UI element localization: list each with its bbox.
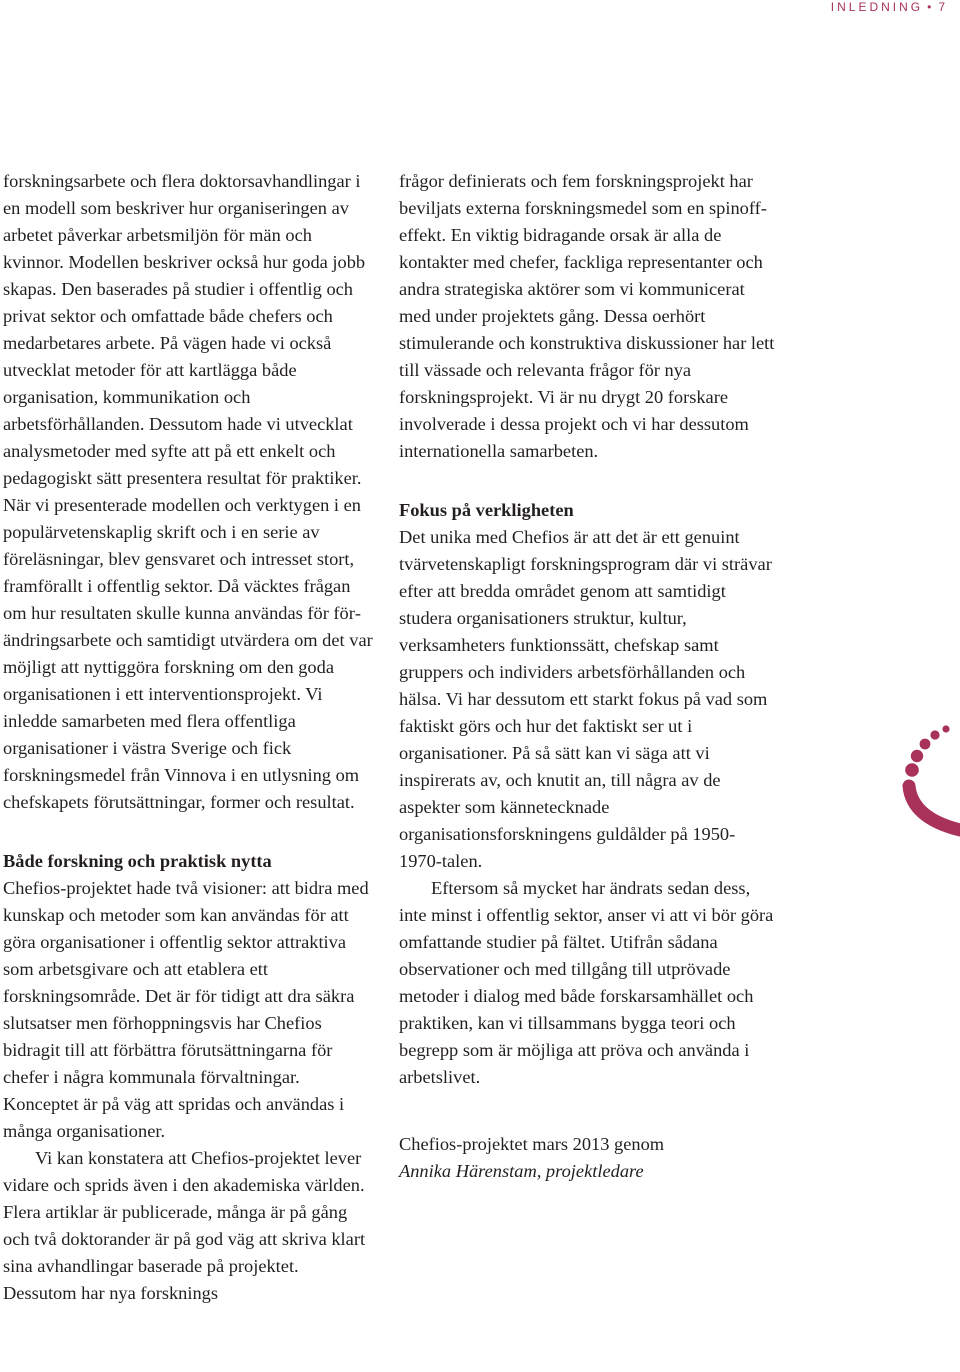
left-column xyxy=(3,168,375,1307)
section-heading-focus: Fokus på verkligheten xyxy=(399,500,574,520)
decor-dot xyxy=(911,750,923,762)
decorative-dot-arc xyxy=(890,712,960,842)
decor-dot xyxy=(920,739,931,750)
left-paragraph-2: Chefios-projektet hade två visioner: att bidra med kunskap och metoder som kan användas för att göra organisationer i offentlig sektor attraktiva som arbetsgivare och att etablera ett forskningsområde. Det är för tidigt att dra säkra slutsatser men förhoppningsvis har Chefios bidragit till att förbättra förutsättningarna för chefer i några kommunala förvaltningar. Konceptet är på väg att spridas och användas i många organisationer. xyxy=(3,878,369,1141)
section-title: INLEDNING xyxy=(830,0,924,14)
decor-dot xyxy=(905,763,919,777)
right-column xyxy=(399,168,775,1185)
right-paragraph-3: Eftersom så mycket har ändrats sedan dess, inte minst i offentlig sektor, anser vi att vi bör göra omfattande studier på fältet. Utifrån sådana observationer och med tillgång till utprövade metoder i dialog med både forskarsamhället och praktiken, kan vi tillsammans bygga teori och begrepp som är möjliga att pröva och använda i arbetslivet. xyxy=(399,878,774,1087)
decor-dot xyxy=(930,730,939,739)
running-header xyxy=(831,0,948,14)
signer-name: Annika Härenstam, projektledare xyxy=(399,1161,644,1181)
decor-dot xyxy=(942,725,949,732)
section-heading-research: Både forskning och praktisk nytta xyxy=(3,851,272,871)
right-paragraph-1: frågor definierats och fem forskningsprojekt har beviljats externa forskningsmedel som en spinoff-effekt. En viktig bidragande orsak är alla de kontakter med chefer, fackliga representanter och andra strategiska aktörer som vi kommunicerat med under projektets gång. Dessa oerhört stimulerande och konstruktiva diskussioner har lett till vässade och relevanta frågor för nya forskningsprojekt. Vi är nu drygt 20 forskare involverade i dessa projekt och vi har dessutom internationella samarbeten. xyxy=(399,171,775,461)
decor-arc xyxy=(909,786,960,830)
header-bullet: • xyxy=(927,0,935,14)
page-number: 7 xyxy=(938,0,948,14)
left-paragraph-3: Vi kan konstatera att Chefios-projektet lever vidare och sprids även i den akademiska världen. Flera artiklar är publicerade, många är på gång och två doktorander är på god väg att skriva klart sina avhandlingar baserade på projektet. Dessutom har nya forsknings xyxy=(3,1148,366,1303)
left-intro-paragraph: forskningsarbete och flera doktorsavhandlingar i en modell som beskriver hur organiseringen av arbetet påverkar arbetsmiljön för män och kvinnor. Modellen beskriver också hur goda jobb skapas. Den baserades på studier i offentlig och privat sektor och omfattade både chefers och medarbetares arbete. På vägen hade vi också utvecklat metoder för att kartlägga både organisation, kommunikation och arbetsförhållanden. Dessutom hade vi utvecklat analysmetoder med syfte att på ett enkelt och pedagogiskt sätt presentera resultat för praktiker. När vi presenterade modellen och verktygen i en populärvetenskaplig skrift och i en serie av föreläsningar, blev gensvaret och intresset stort, framförallt i offentlig sektor. Då väcktes frågan om hur resultaten skulle kunna användas för förändringsarbete och samtidigt utvärdera om det var möjligt att nyttiggöra forskning om den goda organisationen i ett interventionsprojekt. Vi inledde samarbeten med flera offentliga organisationer i västra Sverige och fick forskningsmedel från Vinnova i en utlysning om chefskapets förutsättningar, former och resultat. xyxy=(3,171,373,812)
signature-line: Chefios-projektet mars 2013 genom xyxy=(399,1134,665,1154)
right-paragraph-2: Det unika med Chefios är att det är ett genuint tvärvetenskapligt forskningsprogram där vi strävar efter att bredda området genom att samtidigt studera organisationers struktur, kultur, verksamheters funktionssätt, chefskap samt gruppers och individers arbetsförhållanden och hälsa. Vi har dessutom ett starkt fokus på vad som faktiskt görs och hur det faktiskt ser ut i organisationer. På så sätt kan vi säga att vi inspirerats av, och knutit an, till några av de aspekter som kännetecknade organisationsforskningens guldålder på 1950-1970-talen. xyxy=(399,527,772,871)
